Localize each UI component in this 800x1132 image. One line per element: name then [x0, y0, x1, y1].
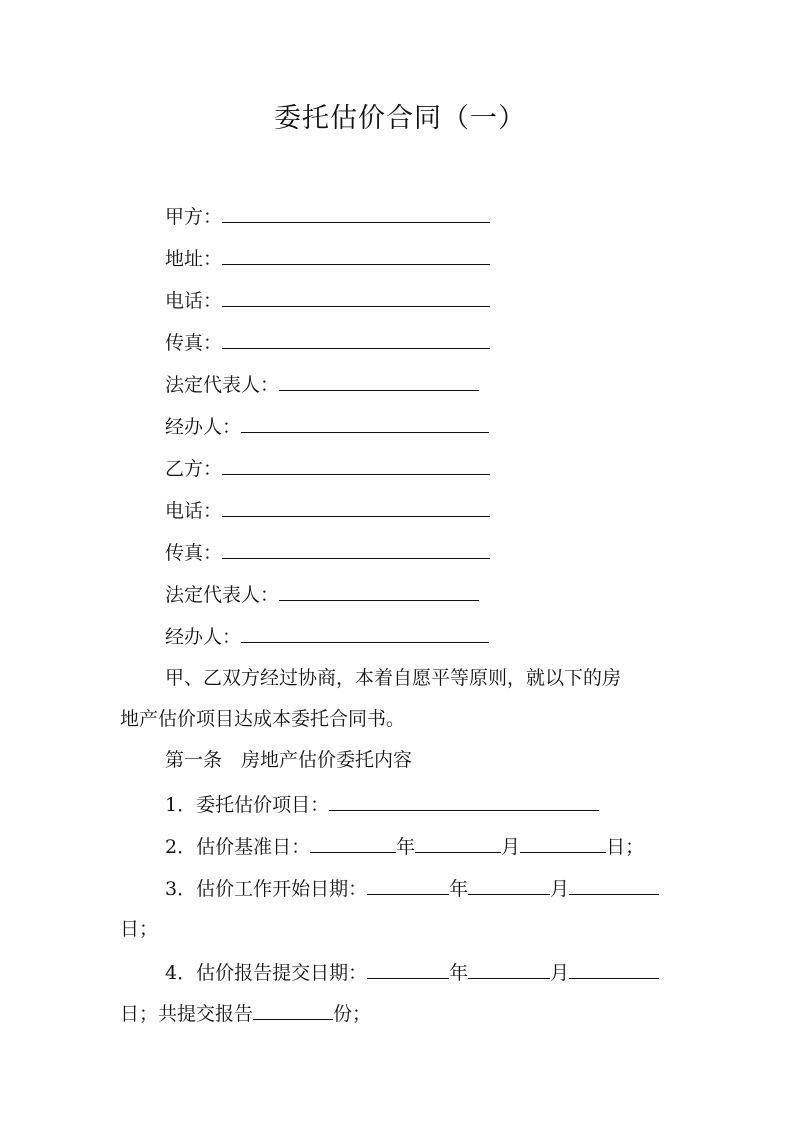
party-b-legal-rep-blank[interactable] [279, 582, 479, 601]
address-line [165, 246, 490, 271]
party-a-agent-line [165, 414, 489, 439]
item-1-line [165, 792, 599, 817]
address-blank[interactable] [222, 246, 490, 265]
item-1-label: 1．委托估价项目： [165, 794, 330, 816]
item-4-year-blank[interactable] [367, 960, 449, 979]
item-4-month: 月 [550, 962, 570, 984]
party-b-fax-label: 传真： [165, 542, 223, 564]
party-a-fax-label: 传真： [165, 332, 223, 354]
party-a-label: 甲方： [165, 206, 223, 228]
page-title: 委托估价合同（一） [274, 103, 526, 134]
article-1-heading: 第一条 房地产估价委托内容 [165, 749, 413, 771]
party-b-phone-label: 电话： [165, 500, 223, 522]
report-count-blank[interactable] [253, 1001, 333, 1020]
party-b-agent-label: 经办人： [165, 626, 242, 648]
party-a-phone-blank[interactable] [222, 288, 490, 307]
party-b-agent-line [165, 624, 489, 649]
party-a-phone-line [165, 288, 490, 313]
party-a-legal-rep-line [165, 372, 479, 397]
item-3-label: 3．估价工作开始日期： [165, 878, 368, 900]
party-a-agent-label: 经办人： [165, 416, 242, 438]
party-a-fax-blank[interactable] [222, 330, 490, 349]
item-2-year: 年 [396, 836, 416, 858]
item-4-line [165, 960, 659, 985]
item-3-month: 月 [550, 878, 570, 900]
item-3-day-blank[interactable] [569, 876, 659, 895]
intro-line-1: 甲、乙双方经过协商，本着自愿平等原则，就以下的房 [165, 667, 622, 689]
item-4-month-blank[interactable] [468, 960, 550, 979]
party-a-legal-rep-blank[interactable] [279, 372, 479, 391]
party-b-line [165, 456, 490, 481]
party-b-fax-line [165, 540, 490, 565]
party-b-label: 乙方： [165, 458, 223, 480]
item-2-year-blank[interactable] [310, 834, 396, 853]
item-2-day-blank[interactable] [520, 834, 606, 853]
item-4-report-line [120, 1001, 371, 1026]
party-a-legal-rep-label: 法定代表人： [165, 374, 280, 396]
party-b-phone-blank[interactable] [222, 498, 490, 517]
party-a-blank[interactable] [222, 204, 490, 223]
item-2-month: 月 [501, 836, 521, 858]
item-2-day: 日； [606, 836, 645, 858]
item-3-day: 日； [120, 918, 159, 940]
party-b-legal-rep-label: 法定代表人： [165, 584, 280, 606]
party-b-agent-blank[interactable] [241, 624, 489, 643]
item-3-line [165, 876, 659, 901]
party-a-fax-line [165, 330, 490, 355]
party-b-fax-blank[interactable] [222, 540, 490, 559]
item-3-month-blank[interactable] [468, 876, 550, 895]
party-a-line [165, 204, 490, 229]
item-4-label: 4．估价报告提交日期： [165, 962, 368, 984]
intro-line-2: 地产估价项目达成本委托合同书。 [120, 708, 406, 730]
item-2-month-blank[interactable] [415, 834, 501, 853]
item-3-year-blank[interactable] [367, 876, 449, 895]
party-a-phone-label: 电话： [165, 290, 223, 312]
item-4-report-suffix: 份； [333, 1003, 372, 1025]
party-b-legal-rep-line [165, 582, 479, 607]
item-1-blank[interactable] [329, 792, 599, 811]
item-4-report-prefix: 日；共提交报告 [120, 1003, 254, 1025]
address-label: 地址： [165, 248, 223, 270]
item-4-day-blank[interactable] [569, 960, 659, 979]
item-2-line [165, 834, 644, 859]
party-b-blank[interactable] [222, 456, 490, 475]
item-3-year: 年 [449, 878, 469, 900]
party-a-agent-blank[interactable] [241, 414, 489, 433]
item-2-label: 2．估价基准日： [165, 836, 311, 858]
item-4-year: 年 [449, 962, 469, 984]
party-b-phone-line [165, 498, 490, 523]
